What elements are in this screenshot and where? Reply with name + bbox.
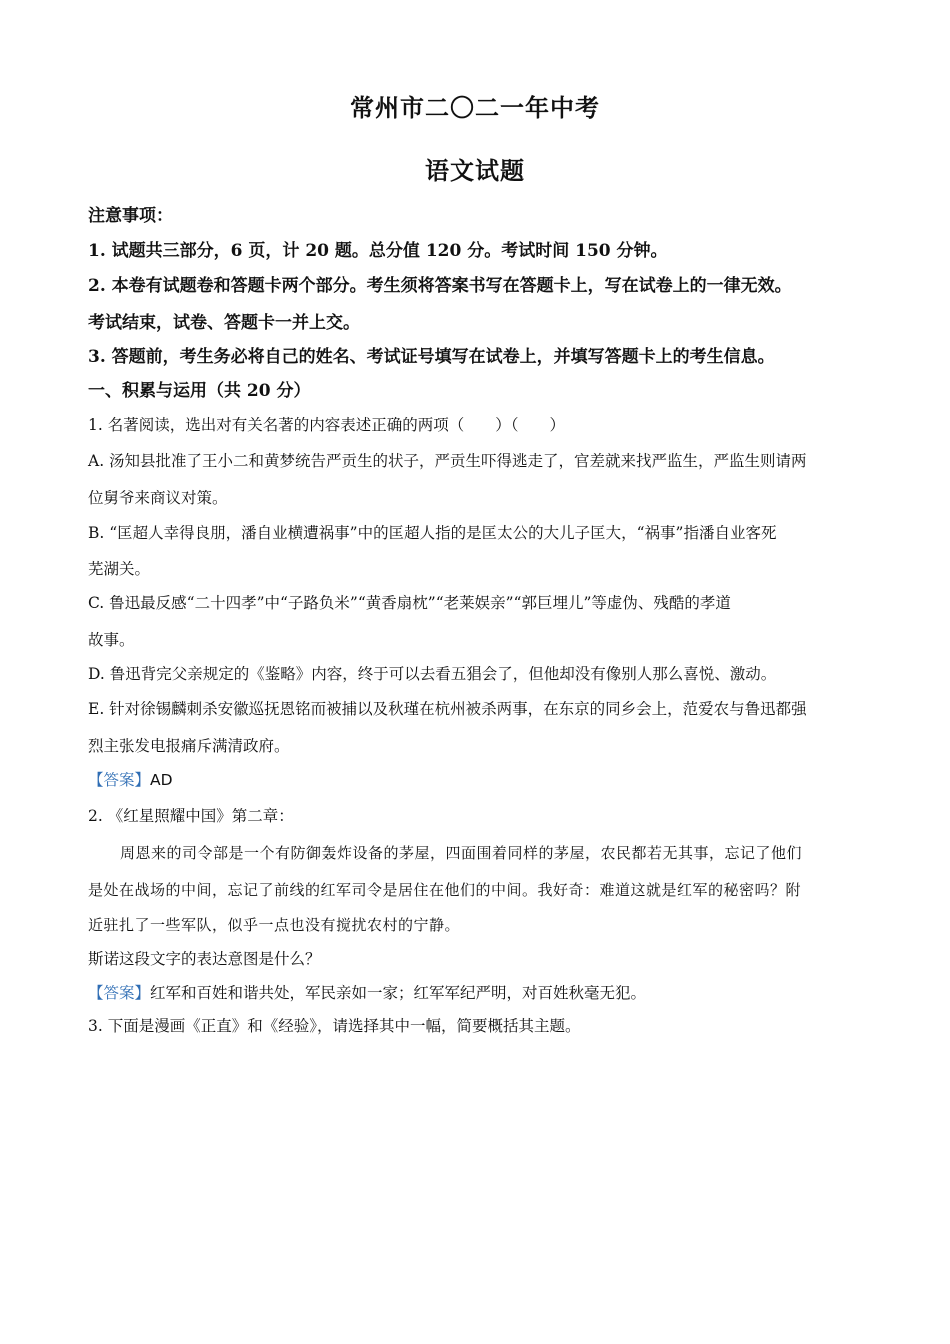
question-3-stem: 3. 下面是漫画《正直》和《经验》，请选择其中一幅，简要概括其主题。 bbox=[88, 1017, 581, 1035]
question-1-stem: 1. 名著阅读，选出对有关名著的内容表述正确的两项（ ）（ ） bbox=[88, 416, 565, 434]
question-1-option-a: A. 汤知县批准了王小二和黄梦统告严贡生的状子，严贡生吓得逃走了，官差就来找严监生，严监生则请两 bbox=[88, 452, 807, 470]
page-title: 常州市二〇二一年中考 bbox=[350, 93, 600, 122]
question-2-stem: 2. 《红星照耀中国》第二章： bbox=[88, 807, 294, 825]
question-1-option-b: B. “匡超人幸得良朋，潘自业横遭祸事”中的匡超人指的是匡太公的大儿子匡大，“祸事”指潘自业客死 bbox=[88, 524, 777, 542]
question-2-answer bbox=[88, 983, 646, 1003]
question-2-passage-line-1: 周恩来的司令部是一个有防御轰炸设备的茅屋，四面围着同样的茅屋，农民都若无其事，忘记了他们 bbox=[120, 844, 803, 862]
question-1-option-c: C. 鲁迅最反感“二十四孝”中“子路负米”“黄香扇枕”“老莱娱亲”“郭巨埋儿”等虚伪、残酷的孝道 bbox=[88, 594, 731, 612]
answer-label: 【答案】 bbox=[88, 984, 151, 1002]
question-1-option-d: D. 鲁迅背完父亲规定的《鉴略》内容，终于可以去看五猖会了，但他却没有像别人那么喜悦、激动。 bbox=[88, 665, 777, 683]
question-1-option-b-cont: 芜湖关。 bbox=[88, 560, 151, 578]
section-heading: 一、积累与运用（共 20 分） bbox=[88, 381, 311, 401]
answer-text: AD bbox=[150, 771, 173, 789]
notes-item-2: 2. 本卷有试题卷和答题卡两个部分。考生须将答案书写在答题卡上，写在试卷上的一律无效。 bbox=[88, 276, 792, 296]
page-subtitle: 语文试题 bbox=[425, 156, 525, 185]
answer-label: 【答案】 bbox=[88, 771, 151, 789]
question-1-option-e: E. 针对徐锡麟刺杀安徽巡抚恩铭而被捕以及秋瑾在杭州被杀两事，在东京的同乡会上，范爱农与鲁迅都强 bbox=[88, 700, 807, 718]
answer-text: 红军和百姓和谐共处，军民亲如一家；红军军纪严明，对百姓秋毫无犯。 bbox=[150, 984, 647, 1002]
question-1-option-a-cont: 位舅爷来商议对策。 bbox=[88, 489, 228, 507]
notes-item-3: 3. 答题前，考生务必将自己的姓名、考试证号填写在试卷上，并填写答题卡上的考生信息。 bbox=[88, 347, 775, 367]
question-1-option-c-cont: 故事。 bbox=[88, 631, 135, 649]
notes-heading: 注意事项： bbox=[88, 206, 173, 226]
question-2-passage-line-3: 近驻扎了一些军队，似乎一点也没有搅扰农村的宁静。 bbox=[88, 916, 461, 934]
notes-item-1: 1. 试题共三部分，6 页，计 20 题。总分值 120 分。考试时间 150 分钟。 bbox=[88, 241, 668, 261]
notes-item-2-cont: 考试结束，试卷、答题卡一并上交。 bbox=[88, 313, 360, 333]
question-1-answer bbox=[88, 770, 173, 790]
question-2-question: 斯诺这段文字的表达意图是什么？ bbox=[88, 950, 321, 968]
question-2-passage-line-2: 是处在战场的中间，忘记了前线的红军司令是居住在他们的中间。我好奇：难道这就是红军的秘密吗？附 bbox=[88, 881, 802, 899]
question-1-option-e-cont: 烈主张发电报痛斥满清政府。 bbox=[88, 737, 290, 755]
